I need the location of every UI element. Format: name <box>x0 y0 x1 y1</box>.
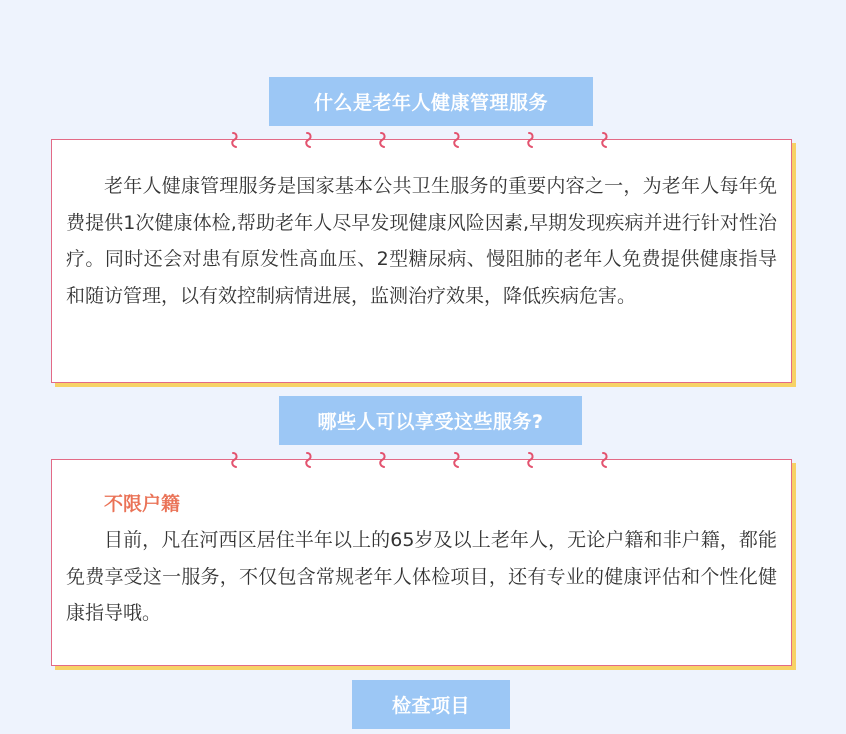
ribbon-hook-icon <box>598 131 610 151</box>
ribbon-hook-icon <box>450 131 462 151</box>
decorative-hooks <box>228 131 628 151</box>
eligibility-paragraph: 目前，凡在河西区居住半年以上的65岁及以上老年人，无论户籍和非户籍，都能免费享受这一服务，不仅包含常规老年人体检项目，还有专业的健康评估和个性化健康指导哦。 <box>66 529 777 624</box>
section-title-who-eligible: 哪些人可以享受这些服务? <box>279 396 582 445</box>
section-title-what-is-service: 什么是老年人健康管理服务 <box>269 77 593 126</box>
ribbon-hook-icon <box>376 451 388 471</box>
service-intro-paragraph: 老年人健康管理服务是国家基本公共卫生服务的重要内容之一，为老年人每年免费提供1次健康体检,帮助老年人尽早发现健康风险因素,早期发现疾病并进行针对性治疗。同时还会对患有原发性高血压、2型糖尿病、慢阻肺的老年人免费提供健康指导和随访管理，以有效控制病情进展，监测治疗效果，降低疾病危害。 <box>66 175 777 307</box>
ribbon-hook-icon <box>376 131 388 151</box>
ribbon-hook-icon <box>450 451 462 471</box>
section-title-check-items: 检查项目 <box>352 680 510 729</box>
ribbon-hook-icon <box>524 451 536 471</box>
ribbon-hook-icon <box>302 131 314 151</box>
info-card-service-intro <box>51 139 792 383</box>
eligibility-subheading: 不限户籍 <box>104 493 181 515</box>
ribbon-hook-icon <box>302 451 314 471</box>
ribbon-hook-icon <box>524 131 536 151</box>
ribbon-hook-icon <box>598 451 610 471</box>
eligibility-content <box>66 486 777 632</box>
info-card-eligibility <box>51 459 792 666</box>
ribbon-hook-icon <box>228 131 240 151</box>
ribbon-hook-icon <box>228 451 240 471</box>
decorative-hooks <box>228 451 628 471</box>
